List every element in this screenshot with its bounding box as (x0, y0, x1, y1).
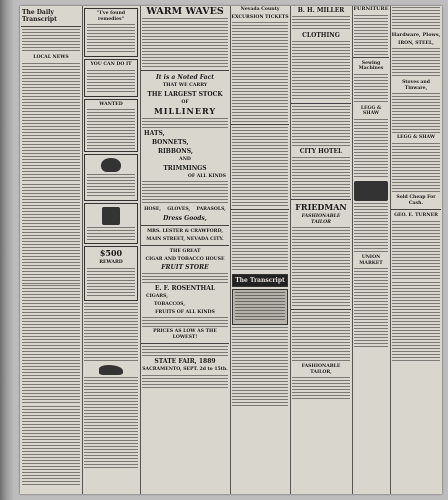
divider (291, 103, 351, 104)
column-7 (390, 6, 442, 494)
text-block (392, 7, 440, 31)
text-block (354, 268, 388, 348)
headline-warm-waves: WARM WAVES (146, 6, 224, 17)
text-block (142, 181, 228, 205)
firm-name: MRS. LESTER & CRAWFORD, (147, 228, 223, 234)
ad-line: BONNETS, (152, 139, 189, 147)
text-block (87, 24, 135, 54)
text-block (292, 16, 350, 30)
ad-clothing: CLOTHING (302, 32, 340, 39)
text-block (142, 118, 228, 128)
storefront-illustration (354, 181, 388, 201)
text-block (142, 273, 228, 283)
transcript-title: The Transcript (235, 277, 285, 285)
divider (141, 70, 229, 71)
divider (231, 124, 289, 125)
column-2 (82, 6, 141, 494)
ad-subtitle: REWARD (99, 260, 123, 266)
divider (291, 309, 351, 310)
ad-hardware: Hardware, Plows, (391, 32, 441, 38)
text-block (87, 109, 135, 149)
ad-line: Dress Goods, (163, 214, 207, 222)
goods-gloves: GLOVES, (167, 207, 191, 213)
text-block (354, 15, 388, 55)
text-block (232, 212, 288, 272)
divider (353, 57, 389, 58)
ad-legg: LEGG & SHAW (360, 105, 382, 117)
text-block (392, 143, 440, 193)
section-subheading: EXCURSION TICKETS (231, 14, 289, 20)
column-1 (20, 6, 83, 494)
ad-sold-cheap: Sold Cheap For Cash. (396, 194, 436, 206)
ad-city-hotel: CITY HOTEL (299, 148, 343, 155)
newspaper-page (20, 6, 442, 494)
text-block (235, 292, 285, 322)
text-block (392, 282, 440, 362)
ad-line: It is a Noted Fact (156, 74, 214, 81)
text-block (232, 327, 288, 407)
section-heading: Nevada County (240, 7, 280, 12)
goods-hose: HOSE, (144, 207, 161, 213)
transcript-box (232, 274, 288, 287)
text-block (292, 312, 350, 362)
text-block (87, 268, 135, 298)
text-block (392, 93, 440, 133)
divider (141, 225, 229, 226)
ad-line: CIGAR AND TOBACCO HOUSE (145, 256, 225, 262)
ad-line: FRUITS OF ALL KINDS (155, 309, 215, 315)
text-block (87, 174, 135, 198)
ad-line: TRIMMINGS (163, 164, 207, 172)
ad-portrait (84, 203, 138, 244)
ad-illustrated (84, 154, 138, 201)
fair-title: STATE FAIR, 1889 (154, 358, 216, 366)
text-block (392, 48, 440, 78)
ad-title: YOU CAN DO IT (90, 62, 132, 68)
section-heading-local: LOCAL NEWS (33, 55, 69, 60)
ad-line: CIGARS, (146, 294, 168, 300)
ad-line: PRICES AS LOW AS THE LOWEST! (153, 329, 217, 340)
ad-line: HATS, (144, 130, 165, 138)
shoe-illustration (99, 365, 123, 375)
text-block (22, 406, 80, 486)
divider (141, 245, 229, 246)
ad-tailor-2: FASHIONABLE TAILOR, (301, 364, 341, 375)
ad-iron: IRON, STEEL, (398, 40, 434, 46)
ad-line: THAT WE CARRY (162, 83, 208, 88)
ad-reward (84, 246, 138, 301)
text-block (292, 227, 350, 307)
text-block (87, 227, 135, 241)
ad-line: AND (179, 157, 191, 163)
ad-remedies (84, 8, 138, 57)
ad-line: FRUIT STORE (161, 264, 209, 272)
ad-tailor: FASHIONABLE TAILOR (301, 214, 341, 225)
ad-friedman: FRIEDMAN (295, 202, 347, 212)
divider (141, 343, 229, 344)
text-block (84, 428, 138, 468)
masthead: The Daily Transcript (22, 9, 57, 23)
firm-address: MAIN STREET, NEVADA CITY. (146, 236, 224, 242)
text-block (232, 127, 288, 207)
column-5 (290, 6, 353, 494)
masthead-rule (21, 26, 81, 27)
column-3 (140, 6, 231, 494)
text-block (354, 74, 388, 104)
text-block (87, 70, 135, 94)
goods-parasols: PARASOLS, (196, 207, 226, 213)
ad-line: OF (181, 99, 189, 105)
ad-title: $500 (99, 248, 123, 259)
ad-title: "I've found remedies" (96, 11, 126, 22)
ad-line: MILLINERY (153, 106, 217, 117)
text-block (22, 29, 80, 53)
divider (231, 209, 289, 210)
column-6 (352, 6, 391, 494)
ad-box (232, 289, 288, 325)
ad-line: OF ALL KINDS (187, 173, 226, 179)
ad-line: THE GREAT (169, 249, 201, 255)
ad-line: RIBBONS, (158, 148, 193, 156)
text-block (142, 317, 228, 327)
text-block (392, 221, 440, 281)
ad-geo-turner: GEO. E. TURNER (394, 213, 438, 219)
column-4 (230, 6, 291, 494)
ad-miller-name: B. H. MILLER (297, 7, 345, 14)
text-block (84, 303, 138, 363)
text-block (292, 106, 350, 146)
text-block (84, 377, 138, 427)
text-block (142, 346, 228, 356)
ad-you-can (84, 59, 138, 97)
text-block (142, 375, 228, 389)
text-block (354, 203, 388, 253)
ad-line-goods (140, 206, 230, 214)
divider (291, 199, 351, 200)
text-block (22, 63, 80, 183)
text-block (292, 377, 350, 401)
text-block (292, 157, 350, 197)
text-block (292, 41, 350, 101)
text-block (142, 18, 228, 68)
ad-line: TOBACCOS, (154, 301, 185, 307)
portrait-illustration (102, 207, 120, 225)
owner-name: E. F. ROSENTHAL (154, 285, 216, 293)
ad-furniture: FURNITURE (353, 6, 389, 12)
fair-dates: SACRAMENTO, SEPT. 2d to 15th. (142, 367, 228, 373)
hat-illustration (101, 158, 121, 172)
text-block (22, 184, 80, 284)
ad-legg-shaw: LEGG & SHAW (396, 135, 436, 141)
ad-line: THE LARGEST STOCK (147, 90, 223, 98)
ad-sewing: Sewing Machines (358, 60, 384, 72)
text-block (22, 285, 80, 405)
ad-stoves: Stoves and Tinware, (402, 80, 430, 91)
ad-title: WANTED (99, 101, 123, 107)
divider (391, 209, 441, 210)
text-block (354, 119, 388, 179)
text-block (232, 22, 288, 122)
ad-wanted (84, 99, 138, 153)
ad-union-market: UNION MARKET (359, 254, 383, 266)
